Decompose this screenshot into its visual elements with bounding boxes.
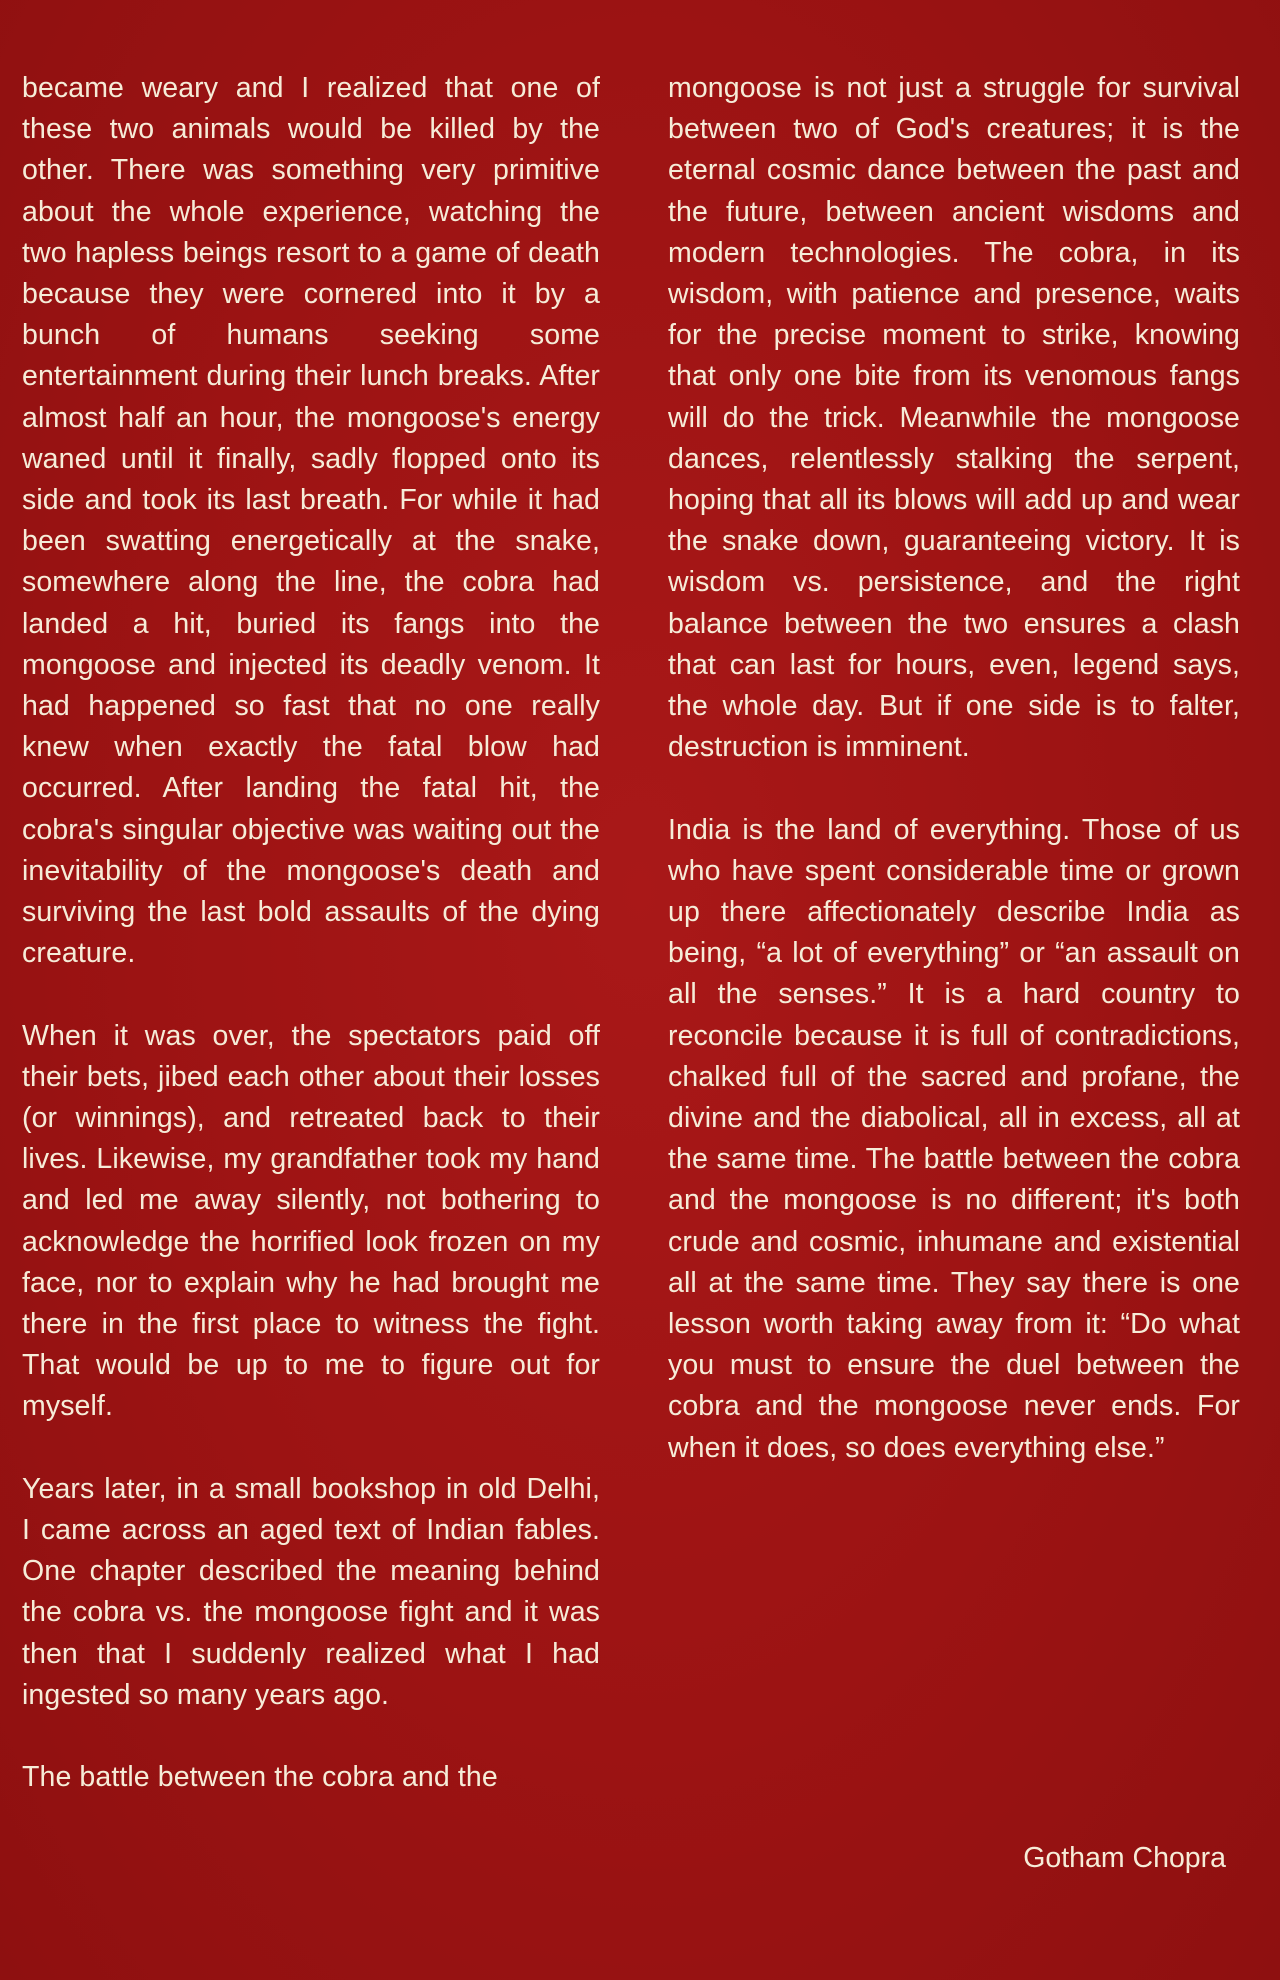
right-paragraph-2: India is the land of everything. Those of us who have spent considerable time or grown up there affectionately describe India as being, “a lot of everything” or “an assault on all the senses.” It is a hard country to reconcile because it is full of contradictions, chalked full of the sacred and profane, the divine and the diabolical, all in excess, all at the same time. The battle between the cobra and the mongoose is no different; it's both crude and cosmic, inhumane and existential all at the same time. They say there is one lesson worth taking away from it: “Do what you must to ensure the duel between the cobra and the mongoose never ends. For when it does, so does everything else.”: [668, 813, 1240, 1464]
left-paragraph-4: The battle between the cobra and the: [22, 1761, 498, 1794]
left-paragraph-3: Years later, in a small bookshop in old Delhi, I came across an aged text of Indian fables. One chapter described the meaning behind the cobra vs. the mongoose fight and it was then that I suddenly realized what I had ingested so many years ago.: [22, 1472, 600, 1711]
right-paragraph-1: mongoose is not just a struggle for survival between two of God's creatures; it is the eternal cosmic dance between the past and the future, between ancient wisdoms and modern technologies. The cobra, in its wisdom, with patience and presence, waits for the precise moment to strike, knowing that only one bite from its venomous fangs will do the trick. Meanwhile the mongoose dances, relentlessly stalking the serpent, hoping that all its blows will add up and wear the snake down, guaranteeing victory. It is wisdom vs. persistence, and the right balance between the two ensures a clash that can last for hours, even, legend says, the whole day. But if one side is to falter, destruction is imminent.: [668, 72, 1240, 764]
author-signature: Gotham Chopra: [1023, 1842, 1226, 1874]
left-paragraph-2: When it was over, the spectators paid off their bets, jibed each other about their losses (or winnings), and retreated back to their lives. Likewise, my grandfather took my hand and led me away silently, not bothering to acknowledge the horrified look frozen on my face, nor to explain why he had brought me there in the first place to witness the fight. That would be up to me to figure out for myself.: [22, 1019, 600, 1423]
right-column: [668, 68, 1240, 1510]
left-paragraph-1: became weary and I realized that one of these two animals would be killed by the other. There was something very primitive about the whole experience, watching the two hapless beings resort to a game of death because they were cornered into it by a bunch of humans seeking some entertainment during their lunch breaks. After almost half an hour, the mongoose's energy waned until it finally, sadly flopped onto its side and took its last breath. For while it had been swatting energetically at the snake, somewhere along the line, the cobra had landed a hit, buried its fangs into the mongoose and injected its deadly venom. It had happened so fast that no one really knew when exactly the fatal blow had occurred. After landing the fatal hit, the cobra's singular objective was waiting out the inevitability of the mongoose's death and surviving the last bold assaults of the dying creature.: [22, 72, 600, 970]
left-column: [22, 68, 600, 1798]
